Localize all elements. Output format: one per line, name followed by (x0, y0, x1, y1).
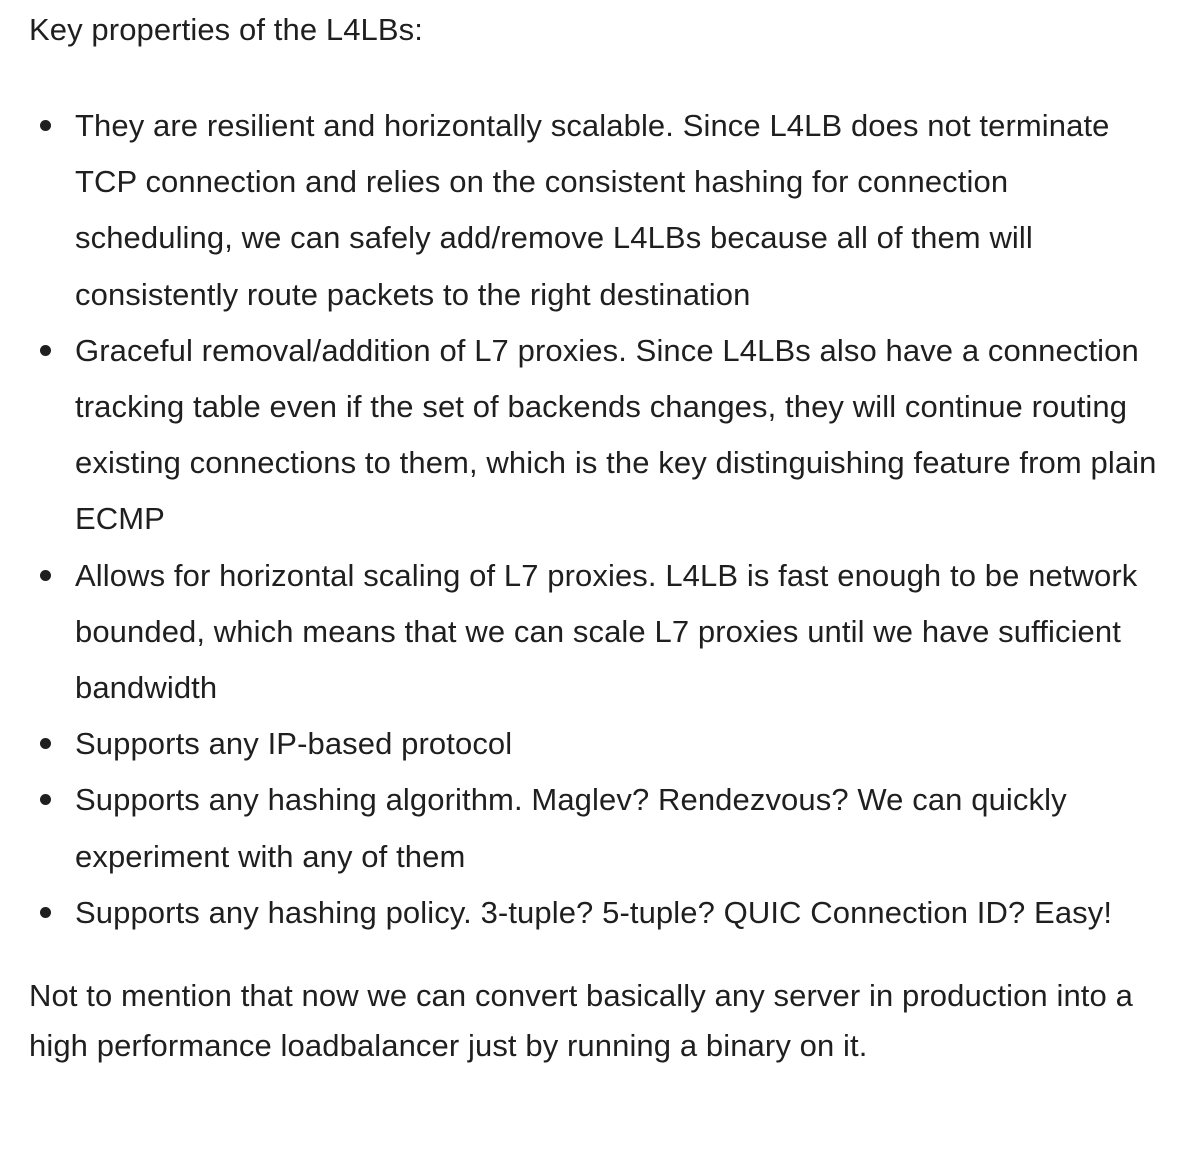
bullet-icon (40, 570, 51, 581)
list-item-text: Graceful removal/addition of L7 proxies. Since L4LBs also have a connection tracking table even if the set of backends changes, they will continue routing existing connections to them, which is the key distinguishing feature from plain ECMP (75, 332, 1157, 537)
list-item-text: They are resilient and horizontally scalable. Since L4LB does not terminate TCP connection and relies on the consistent hashing for connection scheduling, we can safely add/remove L4LBs because all of them will consistently route packets to the right destination (75, 108, 1110, 312)
list-item-text: Supports any hashing policy. 3-tuple? 5-tuple? QUIC Connection ID? Easy! (75, 894, 1113, 930)
outro-text: Not to mention that now we can convert basically any server in production into a high performance loadbalancer just by running a binary on it. (29, 978, 1133, 1064)
list-item (29, 885, 1170, 941)
properties-list (29, 98, 1170, 941)
list-item-text: Allows for horizontal scaling of L7 proxies. L4LB is fast enough to be network bounded, which means that we can scale L7 proxies until we have sufficient bandwidth (75, 557, 1138, 706)
list-item-text: Supports any IP-based protocol (75, 726, 513, 762)
list-item (29, 716, 1170, 772)
list-item (29, 98, 1170, 323)
bullet-icon (40, 345, 51, 356)
list-item (29, 323, 1170, 548)
intro-text: Key properties of the L4LBs: (29, 12, 423, 47)
bullet-icon (40, 907, 51, 918)
list-item (29, 548, 1170, 717)
bullet-icon (40, 794, 51, 805)
bullet-icon (40, 120, 51, 131)
list-item (29, 772, 1170, 884)
list-item-text: Supports any hashing algorithm. Maglev? Rendezvous? We can quickly experiment with any of them (75, 782, 1067, 874)
bullet-icon (40, 738, 51, 749)
